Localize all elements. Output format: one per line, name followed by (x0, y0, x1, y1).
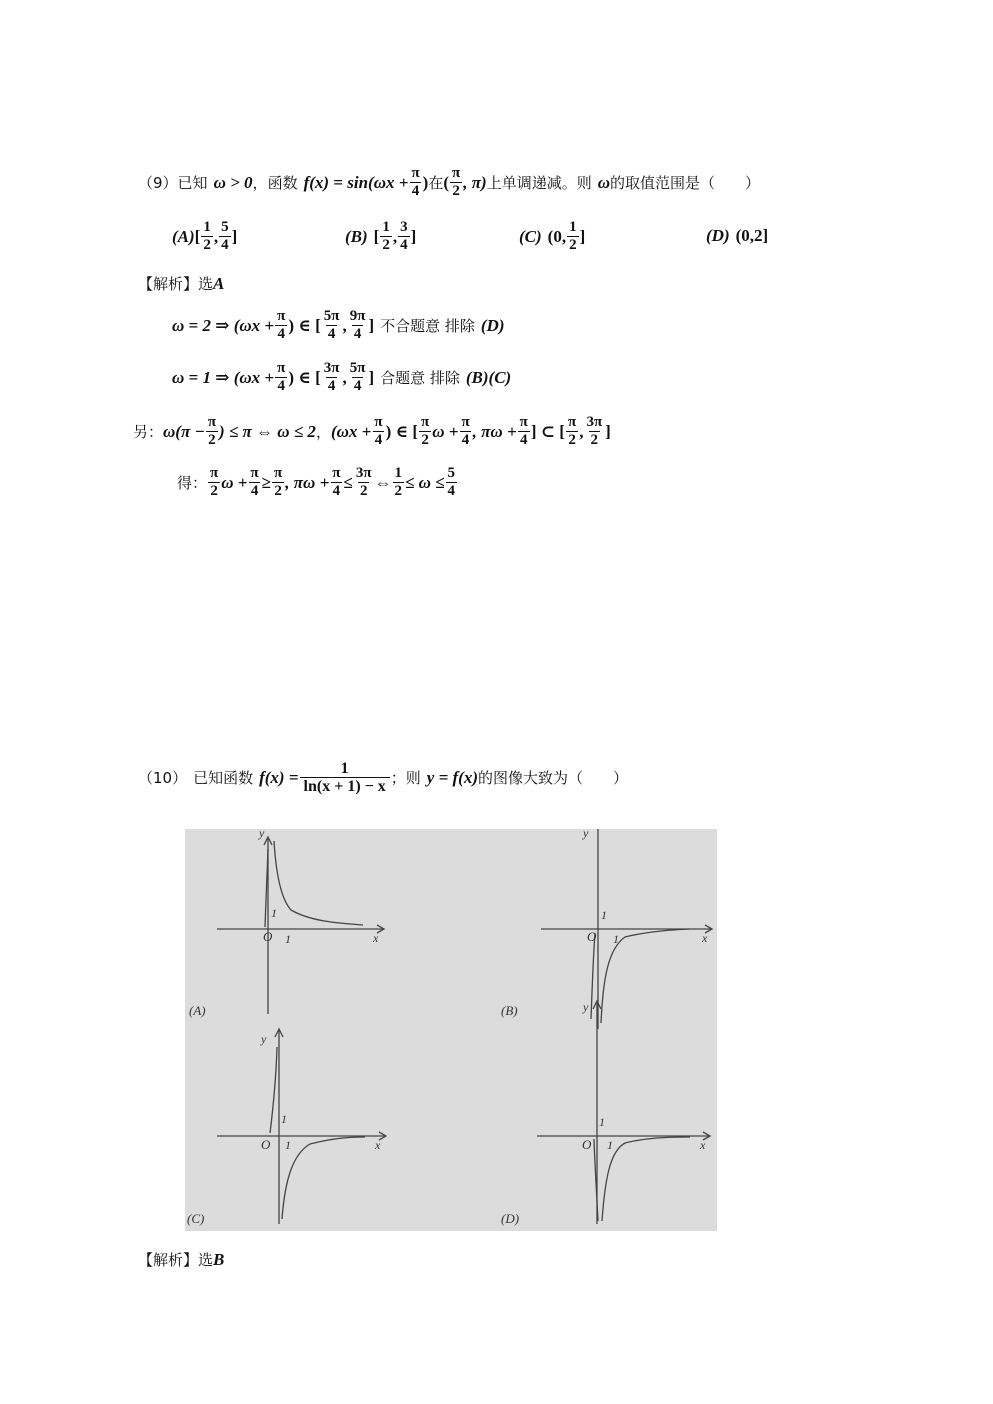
alt-frac-pi-4c: $\frac{\pi}{4}$ (519, 414, 528, 448)
alt-sep: ， (315, 423, 331, 441)
derive-p6: ≤ ω ≤ (405, 472, 445, 492)
step2-frac1: $\frac{3\pi}{4}$ (323, 360, 340, 394)
q10-number: （10） (138, 769, 188, 787)
option-d-label: (D) (706, 226, 730, 245)
option-b-bracket: [ (373, 226, 380, 246)
alt-part6: , πω + (472, 421, 517, 441)
step2-frac-pi-4: $\frac{\pi}{4}$ (277, 360, 286, 394)
option-a-frac1: $\frac{1}{2}$ (203, 219, 211, 253)
q9-intro: 已知 (177, 174, 208, 192)
option-a-bracket-end: ] (231, 226, 238, 246)
option-c-label: (C) (519, 226, 542, 246)
option-c-frac: $\frac{1}{2}$ (569, 219, 577, 253)
q9-interval-end: , π) (463, 172, 487, 192)
graph-a (217, 837, 384, 1014)
graph-b-one-y: 1 (601, 908, 607, 922)
derive-label: 得： (177, 474, 208, 492)
q9-function: f(x) = sin(ωx + (303, 172, 409, 192)
step1-close: ] (368, 315, 375, 335)
alt-part3: (ωx + (330, 421, 372, 441)
step1-in: ) ∈ [ (288, 315, 321, 335)
derive-p2: ≥ (261, 472, 272, 492)
graph-a-curve-right (274, 841, 363, 925)
derive-frac-pi-2b: $\frac{\pi}{2}$ (274, 465, 283, 499)
graph-c-one-y: 1 (281, 1112, 287, 1126)
derive-p5: ⇔ (374, 472, 392, 492)
q9-analysis-label: 【解析】选 (138, 275, 214, 293)
alt-part1: ω(π − (163, 421, 205, 441)
alt-part5: ω + (432, 421, 459, 441)
option-c-bracket-end: ] (579, 226, 586, 246)
graph-c-label: (C) (187, 1211, 205, 1226)
q9-step2: ω = 1 ⇒ (ωx + $\frac{\pi}{4}$ ) ∈ [ $\frac{3\pi}{4}$ , $\frac{5\pi}{4}$ ] 合题意 排除 (B)(C) (172, 360, 512, 394)
q9-stem (138, 165, 760, 200)
graph-a-label: (A) (189, 1003, 206, 1018)
q9-number: （9） (138, 174, 178, 192)
option-d-text: (0,2] (735, 226, 769, 245)
alt-part7: ] ⊂ [ (530, 421, 565, 441)
q9-answer: A (213, 273, 225, 293)
graph-a-origin: O (263, 929, 273, 944)
q10-answer: B (213, 1249, 225, 1269)
derive-p1: ω + (221, 472, 248, 492)
graphs-svg (185, 829, 717, 1231)
option-a-frac2: $\frac{5}{4}$ (221, 219, 229, 253)
graph-b-origin: O (587, 929, 597, 944)
derive-frac-5-4: $\frac{5}{4}$ (447, 465, 456, 499)
q9-step1: ω = 2 ⇒ (ωx + $\frac{\pi}{4}$ ) ∈ [ $\frac{5\pi}{4}$ , $\frac{9\pi}{4}$ ] 不合题意 排除 (D) (172, 308, 505, 342)
graph-a-one-y: 1 (271, 906, 277, 920)
graph-b-one-x: 1 (613, 932, 619, 946)
graph-d-label: (D) (501, 1211, 520, 1226)
derive-frac-pi-4a: $\frac{\pi}{4}$ (250, 465, 259, 499)
q9-comma: ， (252, 174, 268, 192)
graph-d-x: x (700, 1138, 706, 1152)
graph-a-one-x: 1 (285, 932, 291, 946)
q9-option-b: (B) [ $\frac{1}{2}$ , $\frac{3}{4}$ ] (345, 219, 417, 253)
alt-frac-pi-4b: $\frac{\pi}{4}$ (461, 414, 470, 448)
q10-intro: 已知函数 (193, 769, 254, 787)
derive-p4: ≤ (343, 472, 353, 492)
step1-frac2: $\frac{9\pi}{4}$ (349, 308, 366, 342)
step1-comment: 不合题意 排除 (380, 317, 475, 335)
graph-b (541, 829, 712, 1029)
q9-frac-pi-4: $\frac{\pi}{4}$ (411, 165, 420, 199)
step2-exclude: (B)(C) (465, 367, 512, 387)
q9-condition: ω > 0 (213, 172, 253, 192)
graph-c-y: y (261, 1032, 267, 1046)
option-a-bracket: [ (194, 226, 201, 246)
option-b-frac1: $\frac{1}{2}$ (382, 219, 390, 253)
option-b-label: (B) (345, 226, 368, 246)
q9-tail2: 的取值范围是（ ） (610, 174, 761, 192)
step2-lhs: ω = 1 ⇒ (ωx + (172, 367, 275, 387)
alt-frac-pi-2a: $\frac{\pi}{2}$ (207, 414, 217, 448)
alt-frac-pi-2b: $\frac{\pi}{2}$ (420, 414, 430, 448)
q9-omega: ω (597, 172, 610, 192)
alt-part4: ) ∈ [ (385, 421, 418, 441)
step1-exclude: (D) (480, 315, 505, 335)
graph-c-one-x: 1 (285, 1138, 291, 1152)
q9-analysis (138, 273, 224, 294)
graph-c-x: x (375, 1138, 381, 1152)
step2-comment: 合题意 排除 (380, 369, 460, 387)
graph-d-one-y: 1 (599, 1115, 605, 1129)
q9-tail: 上单调递减。则 (486, 174, 592, 192)
graph-b-label: (B) (501, 1003, 518, 1018)
alt-end: ] (605, 421, 611, 441)
graph-d-origin: O (582, 1137, 592, 1152)
q9-close-paren: ) (422, 172, 429, 192)
q9-option-d (706, 226, 768, 246)
q10-tail: 的图像大致为（ ） (478, 769, 629, 787)
q10-analysis (138, 1249, 224, 1270)
option-b-frac2: $\frac{3}{4}$ (400, 219, 408, 253)
alt-frac-pi-2c: $\frac{\pi}{2}$ (567, 414, 577, 448)
q10-fraction: $\frac{1}{\ln(x + 1) - x}$ (300, 760, 390, 795)
q10-graphs-figure (185, 829, 717, 1231)
step2-in: ) ∈ [ (288, 367, 321, 387)
q10-sep: ；则 (390, 769, 421, 787)
graph-d-one-x: 1 (607, 1138, 613, 1152)
alt-frac-3pi-2: $\frac{3\pi}{2}$ (586, 414, 603, 448)
graph-d-y: y (583, 1000, 589, 1014)
q9-in: 在 (428, 174, 444, 192)
option-c-bracket: (0, (547, 226, 567, 246)
q9-option-c (519, 219, 585, 254)
step1-frac1: $\frac{5\pi}{4}$ (323, 308, 340, 342)
graph-a-x: x (373, 931, 379, 945)
q9-option-a: (A) [ $\frac{1}{2}$ , $\frac{5}{4}$ ] (172, 219, 238, 253)
step1-lhs: ω = 2 ⇒ (ωx + (172, 315, 275, 335)
step2-close: ] (368, 367, 375, 387)
step1-frac-pi-4: $\frac{\pi}{4}$ (277, 308, 286, 342)
graph-d-curve-right (602, 1137, 690, 1221)
q9-interval-open: ( (443, 172, 450, 192)
graph-a-y: y (259, 829, 265, 840)
graph-c-curve-right (282, 1137, 365, 1219)
derive-frac-pi-4b: $\frac{\pi}{4}$ (332, 465, 341, 499)
q9-alt: 另： ω(π − $\frac{\pi}{2}$ ) ≤ π ⇔ ω ≤ 2 ， (ωx + $\frac{\pi}{4}$ ) ∈ [ $\frac{\pi}{2}$ ω + $\frac{\pi}{4}$ , πω + $\frac{\pi}{4}$ ] ⊂ [ $\frac{\pi}{2}$ , $\frac{3\pi}{2}$ ] (133, 414, 611, 448)
graph-c-origin: O (261, 1137, 271, 1152)
alt-label: 另： (133, 423, 164, 441)
option-b-bracket-end: ] (410, 226, 417, 246)
step2-frac2: $\frac{5\pi}{4}$ (349, 360, 366, 394)
q9-frac-pi-2: $\frac{\pi}{2}$ (452, 165, 461, 199)
alt-part2: ) ≤ π ⇔ ω ≤ 2 (219, 421, 316, 441)
graph-b-y: y (583, 829, 589, 840)
graph-d (537, 1001, 710, 1224)
alt-frac-pi-4a: $\frac{\pi}{4}$ (374, 414, 383, 448)
q9-derive (177, 465, 458, 500)
derive-frac-3pi-2: $\frac{3\pi}{2}$ (355, 465, 372, 499)
q10-analysis-label: 【解析】选 (138, 1251, 214, 1269)
q10-y: y = f(x) (426, 767, 478, 787)
q9-func-label: 函数 (267, 174, 298, 192)
derive-frac-1-2: $\frac{1}{2}$ (394, 465, 403, 499)
graph-c (217, 1029, 386, 1224)
q10-stem (138, 760, 628, 795)
derive-frac-pi-2a: $\frac{\pi}{2}$ (210, 465, 219, 499)
graph-c-curve-left (270, 1047, 277, 1133)
graph-b-x: x (702, 931, 708, 945)
derive-p3: , πω + (285, 472, 330, 492)
option-a-label: (A) (172, 226, 195, 246)
q10-f: f(x) = (259, 767, 299, 787)
